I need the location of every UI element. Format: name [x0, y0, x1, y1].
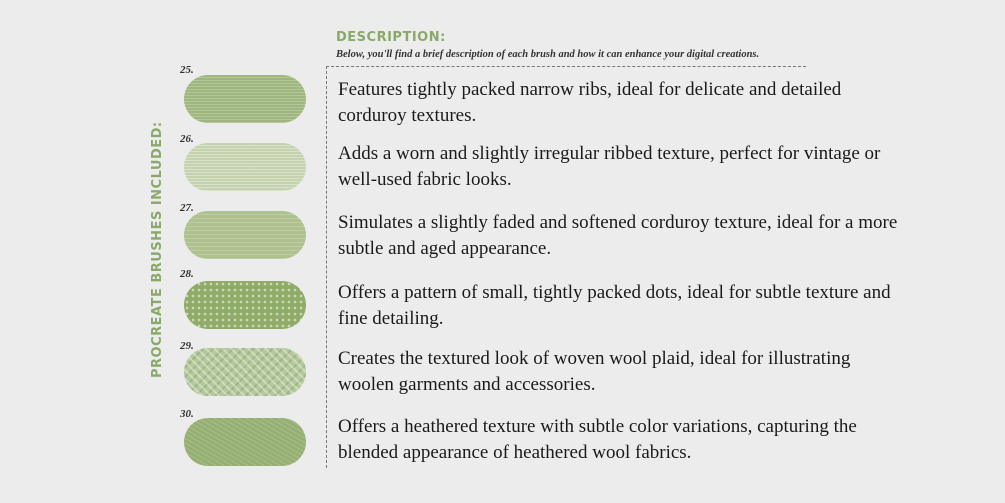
- brush-number: 29.: [180, 340, 194, 352]
- description-subtitle: Below, you'll find a brief description of each brush and how it can enhance your digital creations.: [336, 49, 760, 60]
- brush-description: Adds a worn and slightly irregular ribbed texture, perfect for vintage or well-used fabric looks.: [338, 143, 881, 190]
- brush-description: Creates the textured look of woven wool plaid, ideal for illustrating woolen garments and accessories.: [338, 348, 851, 395]
- header-divider: [326, 66, 806, 67]
- brush-preview-swatch: [184, 211, 306, 259]
- description-title: DESCRIPTION:: [336, 30, 446, 45]
- brush-description: Features tightly packed narrow ribs, ideal for delicate and detailed corduroy textures.: [338, 79, 842, 126]
- brush-description: Offers a pattern of small, tightly packed dots, ideal for subtle texture and fine detailing.: [338, 282, 891, 329]
- brush-number: 25.: [180, 64, 194, 76]
- brush-preview-swatch: [184, 75, 306, 123]
- brush-description: Simulates a slightly faded and softened corduroy texture, ideal for a more subtle and aged appearance.: [338, 212, 898, 259]
- brush-number: 30.: [180, 408, 194, 420]
- brush-number: 26.: [180, 133, 194, 145]
- brush-number: 27.: [180, 202, 194, 214]
- brush-preview-swatch: [184, 418, 306, 466]
- column-divider: [326, 66, 327, 468]
- procreate-brushes-included-label: PROCREATE BRUSHES INCLUDED:: [150, 121, 165, 378]
- brush-preview-swatch: [184, 143, 306, 191]
- brush-description: Offers a heathered texture with subtle color variations, capturing the blended appearance of heathered wool fabrics.: [338, 416, 857, 463]
- brush-preview-swatch: [184, 281, 306, 329]
- brush-number: 28.: [180, 268, 194, 280]
- brush-preview-swatch: [184, 348, 306, 396]
